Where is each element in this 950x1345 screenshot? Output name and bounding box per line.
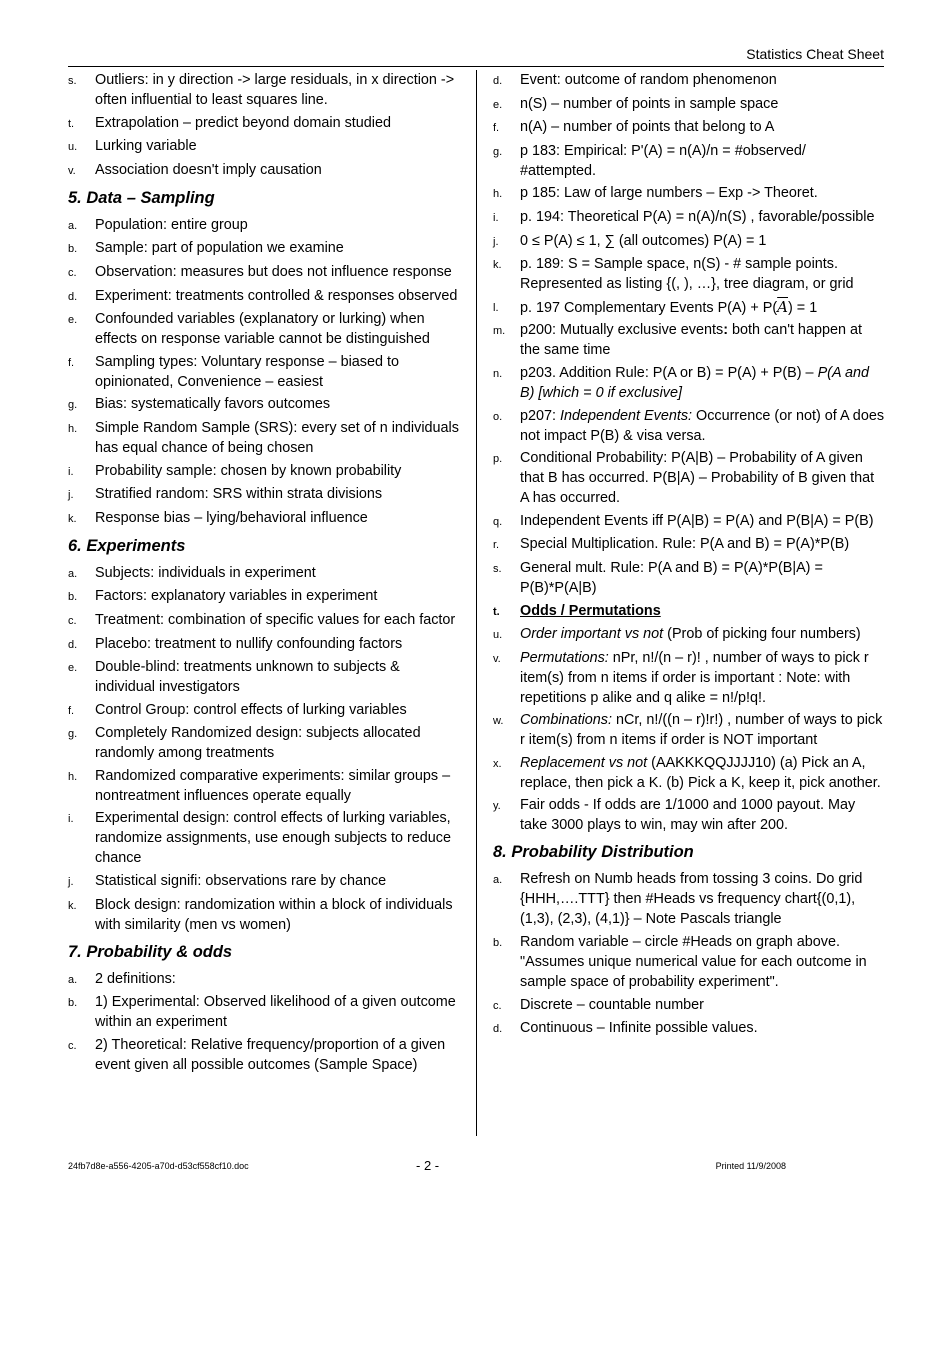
item-text: Permutations: nPr, n!/(n – r)! , number of ways to pick r item(s) from n items if order is important : Note: with repetitions p alike and q alike = n!/p!q!. xyxy=(520,649,869,706)
item-letter: v. xyxy=(493,652,501,665)
list-item xyxy=(493,183,885,204)
list-item xyxy=(493,94,885,115)
item-letter: n. xyxy=(493,367,503,380)
item-text: Block design: randomization within a block of individuals with similarity (men vs women) xyxy=(95,896,453,933)
item-text: 0 ≤ P(A) ≤ 1, ∑ (all outcomes) P(A) = 1 xyxy=(520,232,767,249)
footer-printed-date: Printed 11/9/2008 xyxy=(715,1161,786,1171)
item-letter: g. xyxy=(493,145,503,158)
list-item xyxy=(68,238,463,259)
list-item xyxy=(68,309,463,349)
section-title-5: 5. Data – Sampling xyxy=(68,188,215,207)
item-letter: u. xyxy=(493,629,503,642)
section-title-6: 6. Experiments xyxy=(68,536,186,555)
item-letter: h. xyxy=(493,188,503,201)
list-item xyxy=(68,418,463,458)
item-letter: q. xyxy=(493,515,503,528)
item-letter: a. xyxy=(68,973,78,986)
footer-page-number: - 2 - xyxy=(416,1158,440,1173)
item-letter: p. xyxy=(493,453,503,466)
item-letter: y. xyxy=(493,800,501,813)
list-item xyxy=(68,895,463,935)
item-text: p. 197 Complementary Events $P(A) + P(\overline{A}) = 1$ xyxy=(520,297,818,316)
item-letter: g. xyxy=(68,728,78,741)
list-item xyxy=(493,534,885,555)
item-letter: g. xyxy=(68,399,78,412)
item-text: Association doesn't imply causation xyxy=(95,161,322,178)
item-letter: a. xyxy=(68,219,78,232)
item-text: Lurking variable xyxy=(95,138,197,155)
list-item xyxy=(493,932,885,992)
item-letter: h. xyxy=(68,770,78,783)
list-item xyxy=(68,70,463,110)
item-letter: f. xyxy=(493,122,500,135)
item-letter: h. xyxy=(68,422,78,435)
item-text: p 183: Empirical: P'(A) = n(A)/n = #observed/ #attempted. xyxy=(520,142,806,179)
list-item xyxy=(68,992,463,1032)
list-item xyxy=(68,286,463,307)
item-text: Experiment: treatments controlled & responses observed xyxy=(95,287,458,304)
item-text: Independent Events iff P(A|B) = P(A) and P(B|A) = P(B) xyxy=(520,512,874,529)
section-title-8: 8. Probability Distribution xyxy=(493,843,694,862)
item-text: p200: Mutually exclusive events: both can't happen at the same time xyxy=(520,322,862,359)
list-item xyxy=(493,207,885,228)
item-text: Sample: part of population we examine xyxy=(95,240,344,257)
item-letter: a. xyxy=(68,567,78,580)
item-text: Experimental design: control effects of lurking variables, randomize assignments, use enough subjects to reduce chance xyxy=(95,810,451,867)
item-text: Probability sample: chosen by known probability xyxy=(95,462,402,479)
list-item xyxy=(68,215,463,236)
list-item xyxy=(493,601,885,622)
list-item xyxy=(493,141,885,181)
list-item xyxy=(68,723,463,763)
item-letter: j. xyxy=(68,876,74,889)
list-item xyxy=(493,795,885,835)
list-item xyxy=(493,363,885,403)
item-letter: d. xyxy=(493,75,503,87)
list-sec8 xyxy=(493,869,885,1039)
list-item xyxy=(68,634,463,655)
list-item xyxy=(68,586,463,607)
item-text: Observation: measures but does not influence response xyxy=(95,263,452,280)
item-letter: b. xyxy=(68,243,78,256)
item-text: Population: entire group xyxy=(95,216,248,233)
item-letter: w. xyxy=(493,715,504,728)
item-letter: c. xyxy=(68,614,77,627)
list-item xyxy=(68,610,463,631)
item-letter: f. xyxy=(68,356,75,369)
list-item xyxy=(68,394,463,415)
item-letter: r. xyxy=(493,539,500,552)
item-letter: s. xyxy=(493,562,502,575)
item-letter: k. xyxy=(68,899,77,912)
item-text: Event: outcome of random phenomenon xyxy=(520,72,777,88)
column-divider xyxy=(476,70,477,1136)
list-item xyxy=(68,352,463,392)
item-text: Bias: systematically favors outcomes xyxy=(95,396,331,413)
item-letter: t. xyxy=(493,605,500,618)
list-item xyxy=(68,766,463,806)
item-letter: b. xyxy=(68,591,78,604)
subheading-odds-permutations: Odds / Permutations xyxy=(520,602,661,619)
item-letter: e. xyxy=(68,662,78,675)
item-letter: j. xyxy=(68,489,74,502)
list-item xyxy=(493,70,885,91)
right-column xyxy=(493,70,885,1042)
list-item xyxy=(493,117,885,138)
list-item xyxy=(493,995,885,1016)
item-text: 1) Experimental: Observed likelihood of a given outcome within an experiment xyxy=(95,994,456,1031)
list-item xyxy=(68,262,463,283)
item-letter: d. xyxy=(68,638,78,651)
item-letter: b. xyxy=(68,997,78,1010)
list-item xyxy=(68,136,463,157)
item-letter: v. xyxy=(68,164,76,177)
list-item xyxy=(68,1035,463,1075)
item-letter: k. xyxy=(68,512,77,525)
list-sec6 xyxy=(68,563,463,935)
list-item xyxy=(493,511,885,532)
header-rule xyxy=(68,66,884,67)
item-letter: i. xyxy=(68,813,74,826)
list-sec7 xyxy=(68,969,463,1075)
item-text: 2) Theoretical: Relative frequency/proportion of a given event given all possible outcomes (Sample Space) xyxy=(95,1036,446,1073)
item-letter: i. xyxy=(68,465,74,478)
list-item xyxy=(493,1018,885,1039)
list-item xyxy=(493,710,885,750)
list-item xyxy=(493,648,885,708)
item-letter: m. xyxy=(493,325,506,338)
item-text: Placebo: treatment to nullify confounding factors xyxy=(95,635,403,652)
item-letter: u. xyxy=(68,141,78,154)
list-sec5 xyxy=(68,215,463,529)
item-text: p. 194: Theoretical P(A) = n(A)/n(S) , favorable/possible xyxy=(520,208,875,225)
footer-filename: 24fb7d8e-a556-4205-a70d-d53cf558cf10.doc xyxy=(68,1161,249,1171)
item-letter: f. xyxy=(68,704,75,717)
item-text: Fair odds - If odds are 1/1000 and 1000 payout. May take 3000 plays to win, may win after 200. xyxy=(520,797,856,834)
item-letter: c. xyxy=(68,266,77,279)
item-text: Treatment: combination of specific values for each factor xyxy=(95,611,456,628)
list-item xyxy=(493,297,885,318)
list-item xyxy=(68,657,463,697)
item-letter: j. xyxy=(493,235,499,248)
left-column xyxy=(68,70,463,1077)
item-text: Randomized comparative experiments: similar groups – nontreatment influences operate equally xyxy=(95,767,451,804)
section-title-7: 7. Probability & odds xyxy=(68,942,233,961)
list-right-1 xyxy=(493,70,885,294)
list-item xyxy=(493,254,885,294)
list-item xyxy=(68,461,463,482)
item-text: Double-blind: treatments unknown to subjects & individual investigators xyxy=(95,659,400,696)
item-text: Subjects: individuals in experiment xyxy=(95,564,316,581)
list-item xyxy=(68,808,463,868)
list-item xyxy=(493,231,885,252)
item-text: Sampling types: Voluntary response – biased to opinionated, Convenience – easiest xyxy=(95,353,399,390)
item-text: Completely Randomized design: subjects allocated randomly among treatments xyxy=(95,725,421,762)
item-text: p203. Addition Rule: P(A or B) = P(A) + P(B) – P(A and B) [which = 0 if exclusive] xyxy=(520,364,870,401)
item-text: Continuous – Infinite possible values. xyxy=(520,1020,758,1037)
list-right-2 xyxy=(493,448,885,598)
item-text: Confounded variables (explanatory or lurking) when effects on response variable cannot be distinguished xyxy=(95,311,430,348)
a-complement: $\overline{A}$ xyxy=(777,297,788,316)
list-item xyxy=(493,558,885,598)
item-text: Refresh on Numb heads from tossing 3 coins. Do grid {HHH,….TTT} then #Heads vs frequency chart{(0,1), (1,3), (2,3), (4,1)} – Note Pascals triangle xyxy=(520,871,863,928)
item-letter: o. xyxy=(493,410,503,423)
list-item xyxy=(68,700,463,721)
item-text: n(S) – number of points in sample space xyxy=(520,95,779,112)
item-text: Conditional Probability: P(A|B) – Probability of A given that B has occurred. P(B|A) – Probability of B given that A has occurred. xyxy=(520,450,875,507)
item-letter: e. xyxy=(493,98,503,111)
item-letter: a. xyxy=(493,874,503,887)
item-text: Stratified random: SRS within strata divisions xyxy=(95,486,383,503)
item-text: Outliers: in y direction -> large residuals, in x direction -> often influential to least squares line. xyxy=(95,72,455,108)
item-text: Response bias – lying/behavioral influence xyxy=(95,509,368,526)
item-text: Order important vs not (Prob of picking four numbers) xyxy=(520,626,861,643)
list-item xyxy=(68,871,463,892)
item-text: Factors: explanatory variables in experiment xyxy=(95,588,378,605)
item-letter: l. xyxy=(493,301,499,314)
item-letter: x. xyxy=(493,757,502,770)
item-text: p207: Independent Events: Occurrence (or not) of A does not impact P(B) & visa versa. xyxy=(520,407,885,444)
item-text: p 185: Law of large numbers – Exp -> Theoret. xyxy=(520,185,818,202)
item-text: Random variable – circle #Heads on graph above. "Assumes unique numerical value for each outcome in sample space of probability experiment". xyxy=(520,934,867,991)
item-text: Simple Random Sample (SRS): every set of n individuals has equal chance of being chosen xyxy=(95,419,459,456)
item-letter: d. xyxy=(68,290,78,303)
item-letter: d. xyxy=(493,1023,503,1036)
list-item xyxy=(68,969,463,990)
item-text: Combinations: nCr, n!/((n – r)!r!) , number of ways to pick r item(s) from n items if order is NOT important xyxy=(520,712,883,749)
list-top xyxy=(68,70,463,181)
item-letter: e. xyxy=(68,314,78,327)
item-letter: c. xyxy=(493,999,502,1012)
item-text: p. 189: S = Sample space, n(S) - # sample points. Represented as listing {(, ), …}, tree diagram, or grid xyxy=(520,256,854,293)
list-item xyxy=(68,113,463,134)
list-item xyxy=(493,406,885,446)
item-text: Discrete – countable number xyxy=(520,996,704,1013)
list-item xyxy=(493,320,885,360)
item-text: Replacement vs not (AAKKKQQJJJJ10) (a) Pick an A, replace, then pick a K. (b) Pick a K, keep it, pick another. xyxy=(520,754,881,791)
list-item xyxy=(493,753,885,793)
item-letter: s. xyxy=(68,75,77,87)
item-text: 2 definitions: xyxy=(95,970,176,987)
page-header-title: Statistics Cheat Sheet xyxy=(746,46,884,62)
item-letter: i. xyxy=(493,211,499,224)
list-item xyxy=(493,869,885,929)
item-text: General mult. Rule: P(A and B) = P(A)*P(B|A) = P(B)*P(A|B) xyxy=(520,559,823,596)
item-letter: k. xyxy=(493,259,502,272)
list-item xyxy=(68,484,463,505)
item-text: Special Multiplication. Rule: P(A and B) = P(A)*P(B) xyxy=(520,536,850,553)
list-item xyxy=(68,508,463,529)
item-letter: c. xyxy=(68,1039,77,1052)
list-item xyxy=(493,624,885,645)
item-text: Control Group: control effects of lurking variables xyxy=(95,701,407,718)
list-item xyxy=(68,160,463,181)
list-item xyxy=(68,563,463,584)
item-letter: t. xyxy=(68,117,75,130)
item-text: Statistical signifi: observations rare by chance xyxy=(95,873,387,890)
item-text: Extrapolation – predict beyond domain studied xyxy=(95,114,391,131)
list-item xyxy=(493,448,885,508)
item-text: n(A) – number of points that belong to A xyxy=(520,119,775,136)
item-letter: b. xyxy=(493,937,503,950)
